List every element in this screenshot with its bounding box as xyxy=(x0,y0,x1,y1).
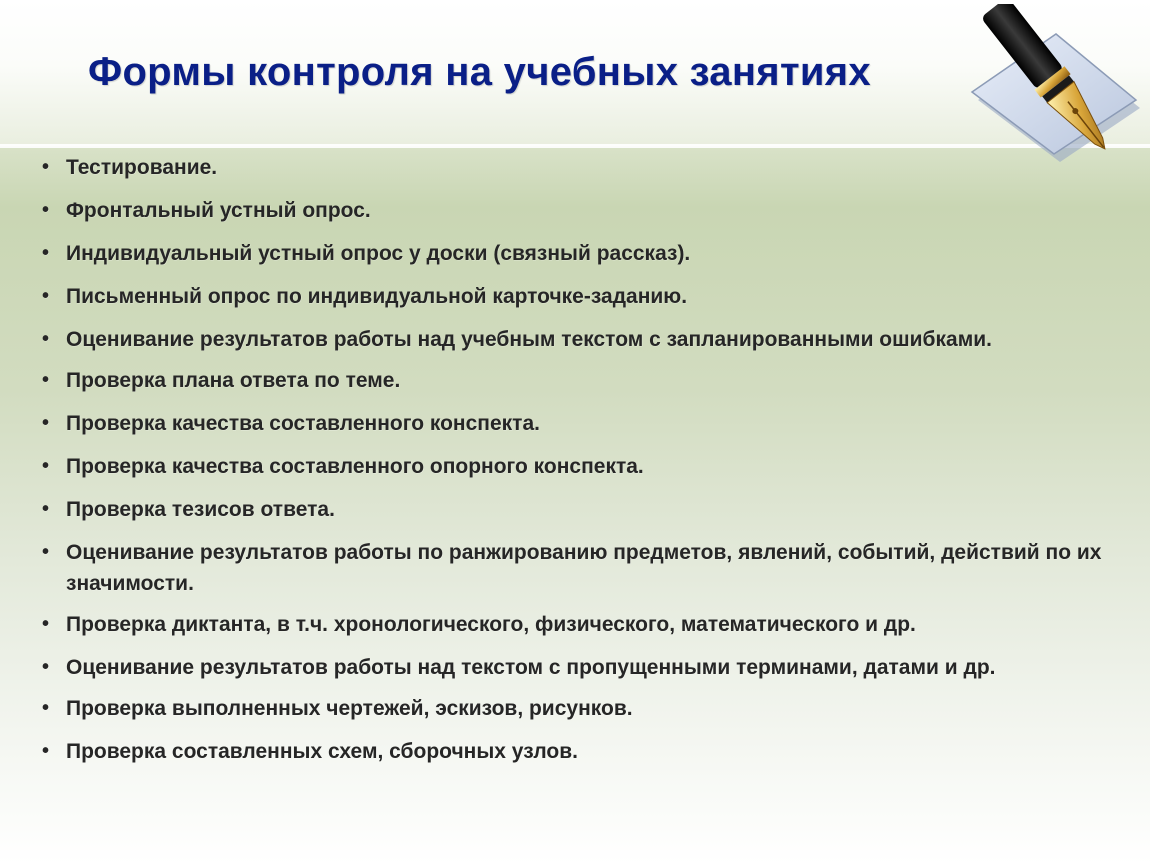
list-item: • Индивидуальный устный опрос у доски (связный рассказ). xyxy=(42,238,1122,269)
list-item: • Проверка составленных схем, сборочных узлов. xyxy=(42,736,1122,767)
list-item: • Тестирование. xyxy=(42,152,1122,183)
list-item: • Проверка диктанта, в т.ч. хронологического, физического, математического и др. xyxy=(42,609,1122,640)
bullet: • xyxy=(42,328,50,350)
bullet: • xyxy=(42,199,50,221)
fountain-pen-icon xyxy=(968,4,1146,176)
slide-title: Формы контроля на учебных занятиях xyxy=(88,50,871,94)
bullet: • xyxy=(42,697,50,719)
bullet: • xyxy=(42,740,50,762)
list-item: • Проверка выполненных чертежей, эскизов, рисунков. xyxy=(42,693,1122,724)
list-item: • Проверка плана ответа по теме. xyxy=(42,365,1122,396)
bullet: • xyxy=(42,242,50,264)
control-forms-list xyxy=(42,152,1122,779)
bullet: • xyxy=(42,369,50,391)
bullet: • xyxy=(42,455,50,477)
list-item: • Письменный опрос по индивидуальной карточке-заданию. xyxy=(42,281,1122,312)
bullet: • xyxy=(42,285,50,307)
bullet: • xyxy=(42,412,50,434)
list-item: • Оценивание результатов работы над текстом с пропущенными терминами, датами и др. xyxy=(42,652,1122,683)
list-item: • Фронтальный устный опрос. xyxy=(42,195,1122,226)
bullet: • xyxy=(42,156,50,178)
list-item: • Проверка качества составленного опорного конспекта. xyxy=(42,451,1122,482)
list-item: • Оценивание результатов работы по ранжированию предметов, явлений, событий, действий по их значимости. xyxy=(42,537,1122,599)
bullet: • xyxy=(42,656,50,678)
list-item: • Проверка тезисов ответа. xyxy=(42,494,1122,525)
bullet: • xyxy=(42,498,50,520)
bullet: • xyxy=(42,541,50,563)
list-item: • Оценивание результатов работы над учебным текстом с запланированными ошибками. xyxy=(42,324,1122,355)
list-item: • Проверка качества составленного конспекта. xyxy=(42,408,1122,439)
bullet: • xyxy=(42,613,50,635)
